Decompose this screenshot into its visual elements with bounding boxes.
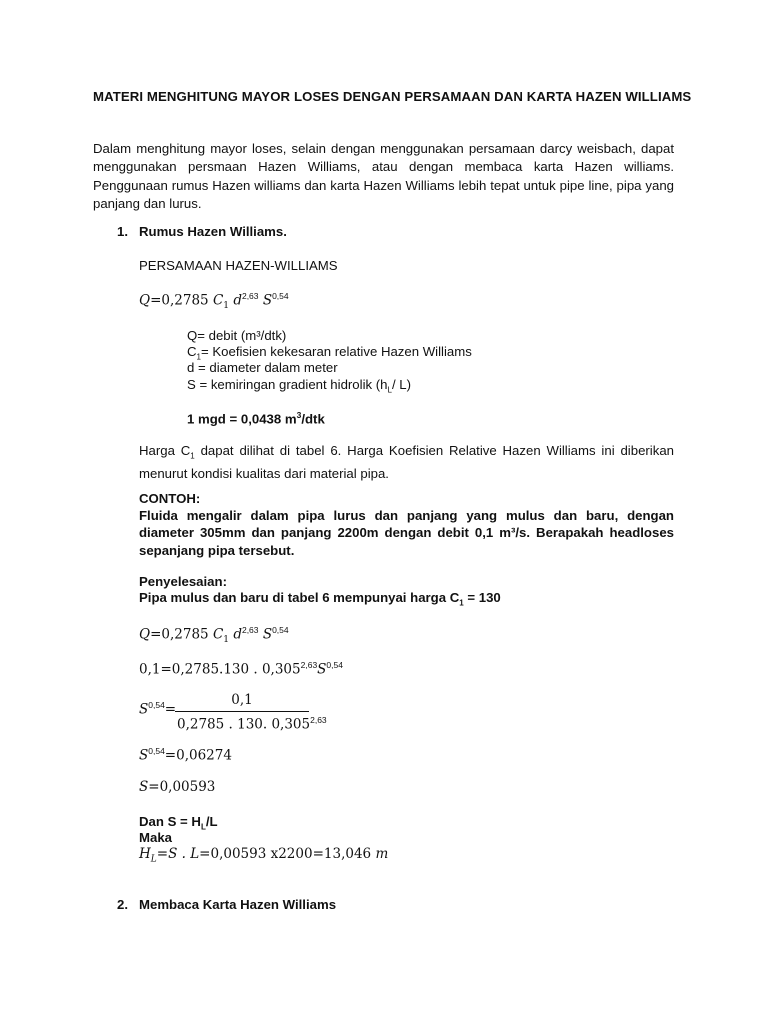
step-formula: Q=0,2785 $C_1$ $d^{2,63}$ S$^{0,54}$ bbox=[139, 625, 289, 646]
final-equation: $H_L=S$ . L=0,00593 x2200=13,046 m bbox=[139, 846, 389, 865]
conversion-mgd: 1 mgd = 0,0438 $m^3$/dtk bbox=[187, 410, 325, 427]
step-substitution: 0,1=0,2785.130 . $0,305^{2,63}S^{0,54}$ bbox=[139, 660, 343, 678]
section-1-number: 1. bbox=[117, 224, 128, 239]
definition-d: d = diameter dalam meter bbox=[187, 360, 338, 375]
step-s-value: S=0,00593 bbox=[139, 779, 216, 795]
section-2-number: 2. bbox=[117, 897, 128, 912]
fraction-denominator: 0,2785 . 130. 0,305$^{2,63}$ bbox=[177, 715, 327, 733]
definition-s: S = kemiringan gradient hidrolik ($h_L/$ L) bbox=[187, 377, 411, 395]
maka-label: Maka bbox=[139, 830, 172, 845]
document-title: MATERI MENGHITUNG MAYOR LOSES DENGAN PERSAMAAN DAN KARTA HAZEN WILLIAMS bbox=[93, 89, 692, 104]
step-s-power-value: S$^{0,54}$=0,06274 bbox=[139, 746, 232, 764]
section-2-title: Membaca Karta Hazen Williams bbox=[139, 897, 337, 912]
step-fraction-lhs: S$^{0,54}$= bbox=[139, 700, 177, 718]
example-label: CONTOH: bbox=[139, 491, 201, 506]
definition-c: $C_1=$ Koefisien kekesaran relative Hazen Williams bbox=[187, 344, 472, 362]
section-1-title: Rumus Hazen Williams. bbox=[139, 224, 287, 239]
fraction-numerator: 0,1 bbox=[231, 692, 253, 708]
step-fraction bbox=[167, 692, 327, 733]
formula-coef: 0,2785 bbox=[161, 292, 209, 309]
solution-line: Pipa mulus dan baru di tabel 6 mempunyai harga $C_1 = 130$ bbox=[139, 590, 501, 608]
solution-label: Penyelesaian: bbox=[139, 574, 227, 589]
example-text: Fluida mengalir dalam pipa lurus dan panjang yang mulus dan baru, dengan diameter 305mm dan panjang 2200m dengan debit 0,1 m³/s. Berapakah headloses sepanjang pipa tersebut. bbox=[139, 508, 674, 558]
dan-line: Dan $S = H_L/L$ bbox=[139, 814, 218, 832]
fraction-bar bbox=[175, 711, 309, 712]
intro-paragraph: Dalam menghitung mayor loses, selain dengan menggunakan persamaan darcy weisbach, dapat menggunakan persmaan Hazen Williams, atau dengan membaca karta Hazen williams. Penggunaan rumus Hazen williams dan karta Hazen Williams lebih tepat untuk pipe line, pipa yang panjang dan lurus. bbox=[93, 141, 674, 211]
harga-paragraph: Harga $C_1$ dapat dilihat di tabel 6. Harga Koefisien Relative Hazen Williams ini diberikan menurut kondisi kualitas dari material pipa. bbox=[139, 443, 674, 481]
definition-q: Q= debit (m³/dtk) bbox=[187, 328, 287, 343]
formula-main: Q=0,2785 $C_1$ $d^{2,63}$ S$^{0,54}$ bbox=[139, 291, 289, 312]
equation-heading: PERSAMAAN HAZEN-WILLIAMS bbox=[139, 258, 338, 273]
formula-q: Q bbox=[139, 292, 151, 309]
